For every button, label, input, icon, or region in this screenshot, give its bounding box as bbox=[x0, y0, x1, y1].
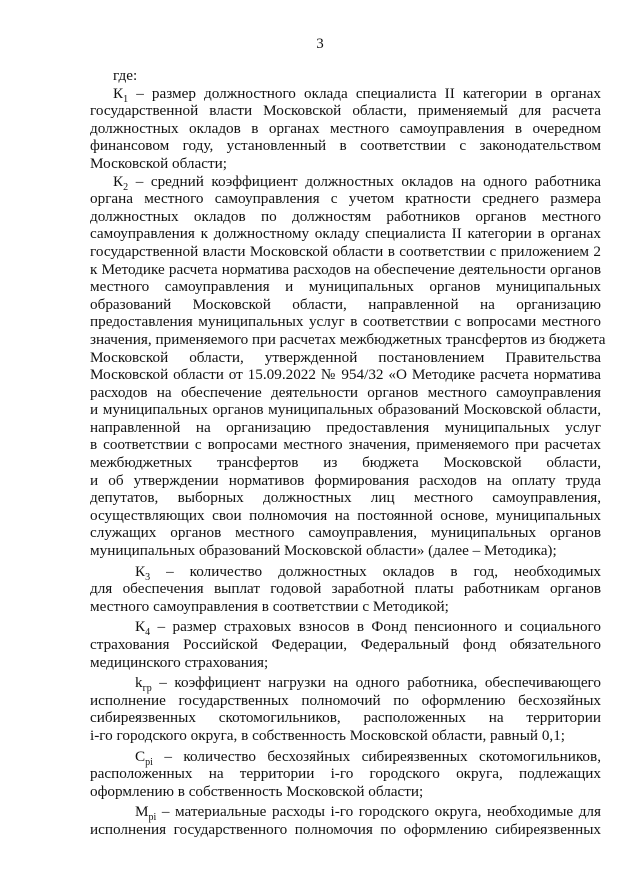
k1-subscript: 1 bbox=[123, 93, 129, 105]
intro-text: где: bbox=[113, 67, 138, 84]
cpi-definition: $С_{pi}$ – количество бесхозяйных сибиреязвенных скотомогильников, расположенных на территории i-го городского округа, подлежащих оформлению в собственность Московской области; bbox=[90, 747, 601, 800]
cpi-subscript: pi bbox=[145, 756, 153, 768]
k3-definition: $К_3$ – количество должностных окладов в год, необходимых для обеспечения выплат годовой заработной платы работникам органов местного самоуправления в соответствии с Методикой; bbox=[90, 562, 601, 615]
document-body bbox=[90, 67, 606, 839]
k3-symbol: К bbox=[135, 562, 146, 580]
k1-symbol: К bbox=[113, 84, 124, 102]
k4-definition: $К_4$ – размер страховых взносов в Фонд пенсионного и социального страхования Российской Федерации, Федеральный фонд обязательного медицинского страхования; bbox=[90, 618, 601, 671]
k1-definition: $К_1$ – размер должностного оклада специалиста II категории в органах государственной власти Московской области, применяемый для расчета должностных окладов в органах местного самоуправления в очередном финансовом году, установленный в соответствии с законодательством Московской области; bbox=[90, 84, 601, 172]
k2-symbol: К bbox=[113, 172, 124, 190]
k4-symbol: К bbox=[135, 618, 146, 636]
mpi-definition: $М_{pi}$ – материальные расходы i-го городского округа, необходимые для исполнения государственного полномочия по оформлению сибиреязвенных bbox=[90, 803, 601, 838]
k2-subscript: 2 bbox=[123, 181, 129, 193]
cpi-symbol: С bbox=[135, 747, 146, 765]
mpi-subscript: pi bbox=[148, 812, 157, 824]
mpi-symbol: М bbox=[135, 803, 149, 821]
page-number: 3 bbox=[316, 36, 324, 52]
k2-definition: $К_2$ – средний коэффициент должностных окладов на одного работника органа местного самоуправления с учетом кратности среднего размера должностных окладов по должностям работников органов местного самоуправления к должностному окладу специалиста II категории в органах государственной власти Московской области в соответствии с приложением 2 к Методике расчета норматива расходов на обеспечение деятельности органов местного самоуправления и муниципальных органов муниципальных образований Московской области, направленной на организацию предоставления муниципальных услуг в соответствии с вопросами местного значения, применяемого при расчетах межбюджетных трансфертов из бюджета Московской области, утвержденной постановлением Правительства Московской области от 15.09.2022 № 954/32 «О Методике расчета норматива расходов на обеспечение деятельности органов местного самоуправления и муниципальных органов муниципальных образований Московской области, направленной на организацию предоставления муниципальных услуг в соответствии с вопросами местного значения, применяемого при расчетах межбюджетных трансфертов из бюджета Московской области, и об утверждении нормативов формирования расходов на оплату труда депутатов, выборных должностных лиц местного самоуправления, осуществляющих свои полномочия на постоянной основе, муниципальных служащих органов местного самоуправления, муниципальных органов муниципальных образований Московской области» (далее – Методика); bbox=[90, 172, 606, 560]
kgr-definition: $k_{гр}$ – коэффициент нагрузки на одного работника, обеспечивающего исполнение государственных полномочий по оформлению бесхозяйных сибиреязвенных скотомогильников, расположенных на территории i-го городского округа, в собственность Московской области, равный 0,1; bbox=[90, 674, 601, 744]
kgr-symbol: k bbox=[135, 674, 143, 692]
k4-subscript: 4 bbox=[145, 627, 151, 639]
kgr-subscript: гр bbox=[142, 683, 152, 695]
k3-subscript: 3 bbox=[145, 571, 151, 583]
